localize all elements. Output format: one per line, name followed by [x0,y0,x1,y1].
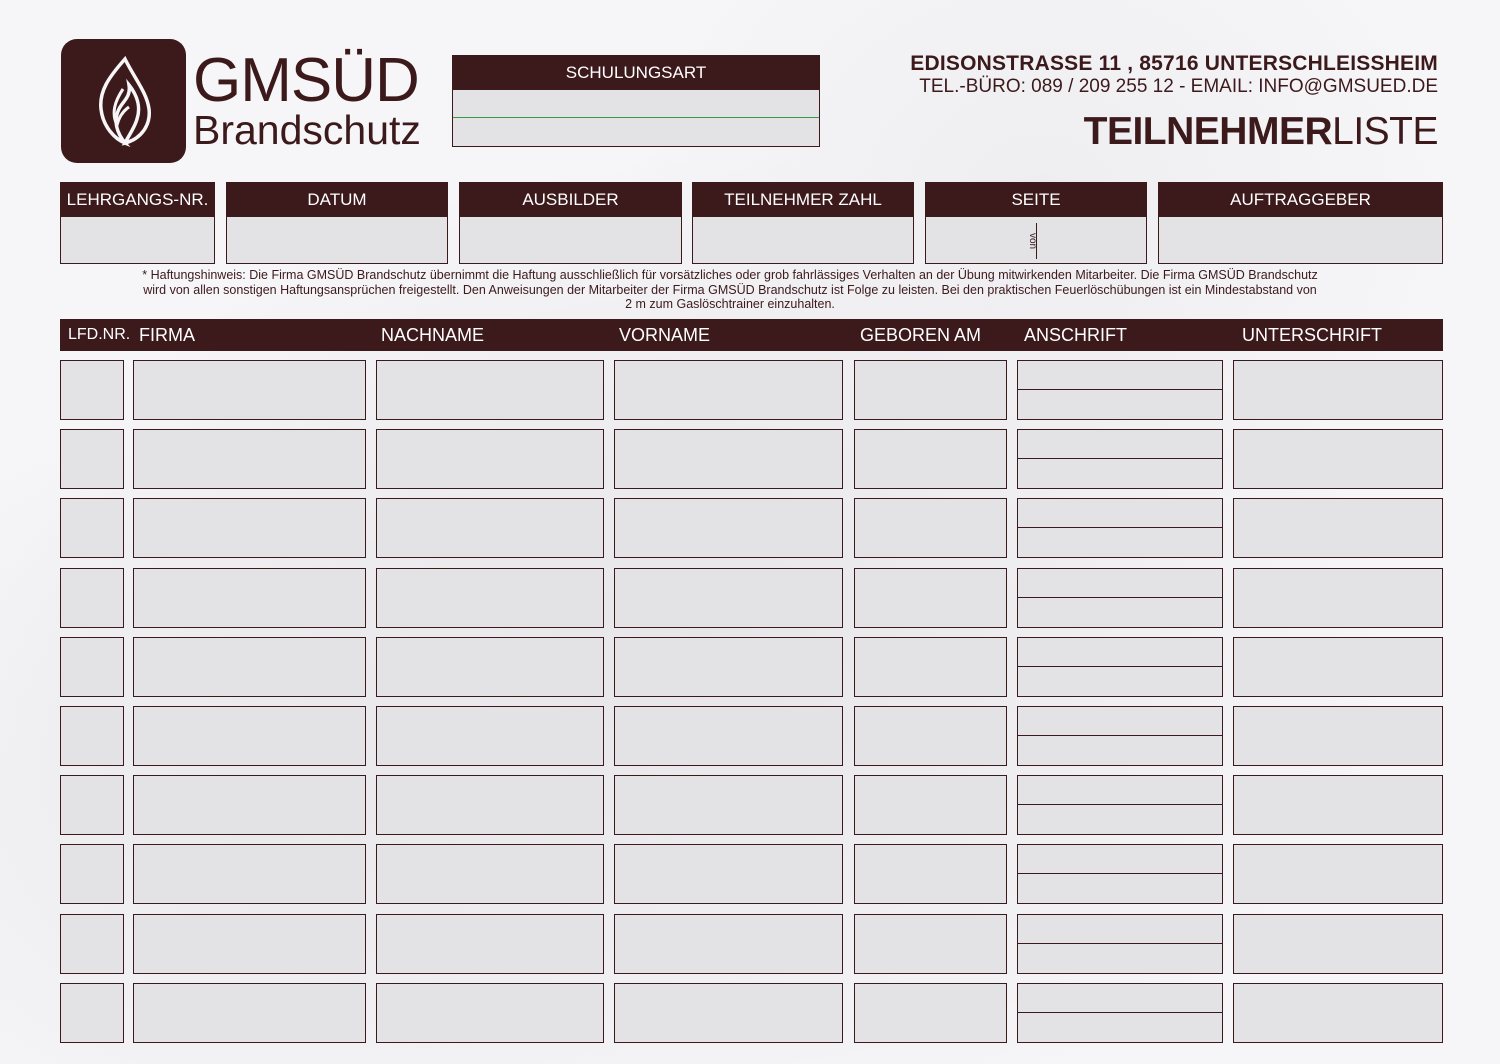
lehrgangs-nr-label: LEHRGANGS-NR. [61,183,214,217]
cell-lfd-nr[interactable] [60,637,124,697]
cell-firma[interactable] [133,914,366,974]
teilnehmer-zahl-field[interactable] [692,182,914,264]
lehrgangs-nr-field[interactable] [60,182,215,264]
cell-lfd-nr[interactable] [60,498,124,558]
cell-nachname[interactable] [376,498,604,558]
cell-unterschrift[interactable] [1233,568,1443,628]
cell-geboren-am[interactable] [854,844,1007,904]
flame-icon [89,55,159,147]
cell-geboren-am[interactable] [854,429,1007,489]
cell-nachname[interactable] [376,983,604,1043]
seite-label: SEITE [926,183,1146,217]
logo-badge [61,39,186,163]
cell-unterschrift[interactable] [1233,706,1443,766]
cell-vorname[interactable] [614,568,843,628]
cell-firma[interactable] [133,983,366,1043]
table-header [60,319,1443,351]
cell-lfd-nr[interactable] [60,914,124,974]
ausbilder-field[interactable] [459,182,682,264]
cell-vorname[interactable] [614,706,843,766]
seite-von-label: von [1027,233,1038,250]
cell-nachname[interactable] [376,914,604,974]
schulungsart-field[interactable] [452,55,820,147]
cell-firma[interactable] [133,568,366,628]
header-nachname: NACHNAME [381,325,485,345]
seite-field[interactable] [925,182,1147,264]
header-geboren-am: GEBOREN AM [860,325,982,345]
cell-lfd-nr[interactable] [60,360,124,420]
cell-vorname[interactable] [614,914,843,974]
cell-anschrift[interactable] [1017,498,1223,558]
cell-anschrift[interactable] [1017,706,1223,766]
schulungsart-label: SCHULUNGSART [453,56,819,90]
schulungsart-line-1[interactable] [453,90,819,118]
cell-firma[interactable] [133,637,366,697]
header-anschrift: ANSCHRIFT [1024,325,1127,345]
liability-disclaimer: * Haftungshinweis: Die Firma GMSÜD Brandschutz übernimmt die Haftung ausschließlich für vorsätzliches oder grob fahrlässiges Verhalten an der Übung mitwirkenden Mitarbeiter. Die Firma GMSÜD Brandschutz wird von allen sonstigen Haftungsansprüchen freigestellt. Den Anweisungen der Mitarbeiter der Firma GMSÜD Brandschutz ist Folge zu leisten. Bei den praktischen Feuerlöschübungen ist ein Mindestabstand von 2 m zum Gaslöschtrainer einzuhalten. [142,268,1318,311]
datum-label: DATUM [227,183,447,217]
cell-anschrift[interactable] [1017,844,1223,904]
cell-anschrift[interactable] [1017,429,1223,489]
auftraggeber-field[interactable] [1158,182,1443,264]
cell-nachname[interactable] [376,568,604,628]
title-regular: LISTE [1332,110,1438,153]
cell-geboren-am[interactable] [854,498,1007,558]
cell-nachname[interactable] [376,775,604,835]
header-firma: FIRMA [139,325,195,345]
cell-unterschrift[interactable] [1233,844,1443,904]
cell-unterschrift[interactable] [1233,775,1443,835]
header-unterschrift: UNTERSCHRIFT [1242,325,1382,345]
cell-firma[interactable] [133,360,366,420]
cell-nachname[interactable] [376,706,604,766]
cell-anschrift[interactable] [1017,983,1223,1043]
cell-vorname[interactable] [614,360,843,420]
cell-nachname[interactable] [376,360,604,420]
cell-geboren-am[interactable] [854,568,1007,628]
cell-vorname[interactable] [614,983,843,1043]
cell-anschrift[interactable] [1017,914,1223,974]
cell-vorname[interactable] [614,775,843,835]
cell-vorname[interactable] [614,429,843,489]
cell-unterschrift[interactable] [1233,983,1443,1043]
cell-unterschrift[interactable] [1233,429,1443,489]
header-lfd-nr: LFD.NR. [68,326,131,343]
cell-unterschrift[interactable] [1233,914,1443,974]
logo-subtitle: Brandschutz [193,107,421,153]
cell-nachname[interactable] [376,429,604,489]
teilnehmer-zahl-label: TEILNEHMER ZAHL [693,183,913,217]
cell-vorname[interactable] [614,637,843,697]
cell-unterschrift[interactable] [1233,360,1443,420]
cell-unterschrift[interactable] [1233,637,1443,697]
document-title [1084,110,1438,154]
company-address: EDISONSTRASSE 11 , 85716 UNTERSCHLEISSHEIM [910,52,1438,75]
cell-lfd-nr[interactable] [60,775,124,835]
cell-unterschrift[interactable] [1233,498,1443,558]
cell-anschrift[interactable] [1017,637,1223,697]
cell-anschrift[interactable] [1017,568,1223,628]
title-bold: TEILNEHMER [1083,110,1333,153]
cell-lfd-nr[interactable] [60,568,124,628]
cell-anschrift[interactable] [1017,360,1223,420]
cell-geboren-am[interactable] [854,706,1007,766]
cell-firma[interactable] [133,706,366,766]
cell-firma[interactable] [133,775,366,835]
cell-firma[interactable] [133,429,366,489]
cell-lfd-nr[interactable] [60,844,124,904]
datum-field[interactable] [226,182,448,264]
cell-geboren-am[interactable] [854,637,1007,697]
cell-vorname[interactable] [614,498,843,558]
cell-nachname[interactable] [376,844,604,904]
cell-nachname[interactable] [376,637,604,697]
header-vorname: VORNAME [619,325,711,345]
logo-title: GMSÜD [193,46,419,115]
cell-lfd-nr[interactable] [60,429,124,489]
cell-firma[interactable] [133,844,366,904]
cell-lfd-nr[interactable] [60,983,124,1043]
cell-lfd-nr[interactable] [60,706,124,766]
cell-vorname[interactable] [614,844,843,904]
cell-anschrift[interactable] [1017,775,1223,835]
cell-geboren-am[interactable] [854,983,1007,1043]
ausbilder-label: AUSBILDER [460,183,681,217]
company-contact: TEL.-BÜRO: 089 / 209 255 12 - EMAIL: INFO@GMSUED.DE [919,76,1438,97]
cell-firma[interactable] [133,498,366,558]
auftraggeber-label: AUFTRAGGEBER [1159,183,1442,217]
cell-geboren-am[interactable] [854,775,1007,835]
cell-geboren-am[interactable] [854,914,1007,974]
cell-geboren-am[interactable] [854,360,1007,420]
